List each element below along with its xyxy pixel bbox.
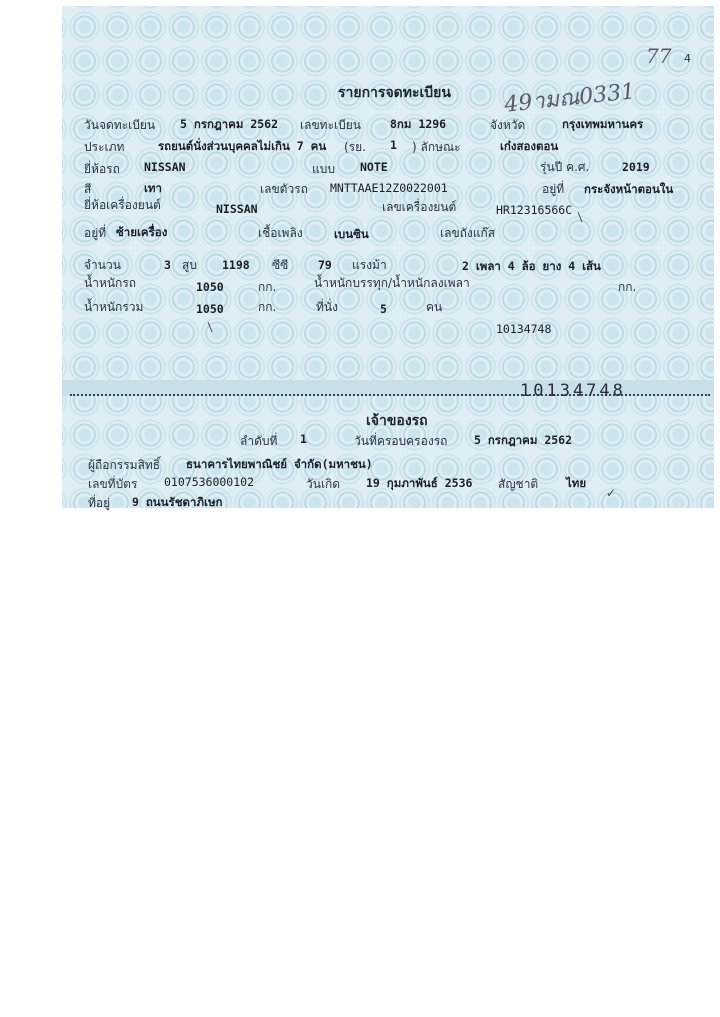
engine-at-label: อยู่ที่ (84, 226, 107, 240)
chassis-label: เลขตัวรถ (260, 182, 308, 196)
year-label: รุ่นปี ค.ศ. (540, 160, 590, 174)
model: NOTE (360, 160, 388, 174)
cc-label: ซีซี (272, 258, 289, 272)
kg-label-3: กก. (258, 300, 277, 314)
seats-unit: คน (426, 300, 443, 314)
order-label: ลำดับที่ (240, 434, 278, 448)
kg-label-2: กก. (618, 280, 637, 294)
weight-label: น้ำหนักรถ (84, 276, 137, 290)
seats: 5 (380, 302, 387, 316)
serial-number-large: 10134748 (520, 381, 626, 401)
model-label: แบบ (312, 162, 335, 176)
owner-holder: ธนาคารไทยพาณิชย์ จำกัด(มหาชน) (186, 457, 373, 471)
reg-no-label: เลขทะเบียน (300, 118, 361, 132)
engine-number: HR12316566C (496, 203, 573, 217)
owner-address: 9 ถนนรัชดาภิเษก (132, 495, 223, 509)
pen-tick: ✓ (606, 486, 617, 500)
nationality-label: สัญชาติ (498, 477, 539, 491)
ry-label: (รย. (344, 140, 366, 154)
cylinders-label: จำนวน (84, 258, 121, 272)
chassis-at-label: อยู่ที่ (542, 182, 565, 196)
brand: NISSAN (144, 160, 186, 174)
engine-brand-label: ยี่ห้อเครื่องยนต์ (84, 198, 161, 212)
vehicle-section-title: รายการจดทะเบียน (338, 85, 451, 101)
total-weight: 1050 (196, 302, 224, 316)
horsepower: 79 (318, 258, 332, 272)
holder-label: ผู้ถือกรรมสิทธิ์ (88, 458, 161, 472)
possess-date: 5 กรกฎาคม 2562 (474, 433, 573, 447)
province-label: จังหวัด (490, 118, 526, 132)
total-weight-label: น้ำหนักรวม (84, 300, 144, 314)
cylinders-unit: สูบ (182, 258, 197, 272)
chassis-location: กระจังหน้าตอนใน (584, 182, 674, 196)
possess-date-label: วันที่ครอบครองรถ (354, 434, 448, 448)
type-label: ประเภท (84, 140, 125, 154)
fuel: เบนซิน (334, 227, 369, 241)
id-number: 0107536000102 (164, 475, 255, 489)
model-year: 2019 (622, 160, 650, 174)
handwritten-note: 49ามณ0331 (503, 79, 637, 118)
color-label: สี (84, 182, 92, 196)
fuel-label: เชื้อเพลิง (258, 226, 303, 240)
vehicle-type: รถยนต์นั่งส่วนบุคคลไม่เกิน 7 คน (158, 139, 327, 153)
engine-brand: NISSAN (216, 202, 258, 216)
birth-label: วันเกิด (306, 477, 341, 491)
seats-label: ที่นั่ง (316, 300, 338, 314)
load-label: น้ำหนักบรรทุก/น้ำหนักลงเพลา (314, 276, 470, 290)
serial-number: 10134748 (496, 322, 552, 336)
body-style: เก๋งสองตอน (500, 139, 559, 153)
pen-tick: / (573, 210, 587, 224)
nationality: ไทย (566, 476, 587, 490)
brand-label: ยี่ห้อรถ (84, 162, 120, 176)
owner-order: 1 (300, 432, 307, 446)
pen-tick: / (203, 320, 217, 334)
displacement: 1198 (222, 258, 250, 272)
province: กรุงเทพมหานคร (562, 117, 644, 131)
id-label: เลขที่บัตร (88, 477, 138, 491)
cylinders: 3 (164, 258, 171, 272)
page-number: 4 (684, 52, 691, 65)
engine-no-label: เลขเครื่องยนต์ (382, 200, 457, 214)
owner-section-title: เจ้าของรถ (366, 413, 428, 429)
style-label: ) ลักษณะ (412, 140, 461, 154)
engine-location: ซ้ายเครื่อง (116, 225, 168, 239)
axles-wheels: 2 เพลา 4 ล้อ ยาง 4 เส้น (462, 259, 601, 273)
kg-label: กก. (258, 280, 277, 294)
vehicle-weight: 1050 (196, 280, 224, 294)
reg-date-label: วันจดทะเบียน (84, 118, 156, 132)
address-label: ที่อยู่ (88, 496, 111, 510)
hp-label: แรงม้า (352, 258, 387, 272)
reg-date: 5 กรกฎาคม 2562 (180, 117, 279, 131)
chassis-number: MNTTAAE12Z0022001 (330, 181, 448, 195)
reg-no: 8กม 1296 (390, 117, 447, 131)
ry-value: 1 (390, 138, 397, 152)
gas-tank-label: เลขถังแก๊ส (440, 226, 496, 240)
birth-date: 19 กุมภาพันธ์ 2536 (366, 476, 473, 490)
color: เทา (144, 181, 162, 195)
handwritten-page-mark: 77 (646, 44, 672, 68)
